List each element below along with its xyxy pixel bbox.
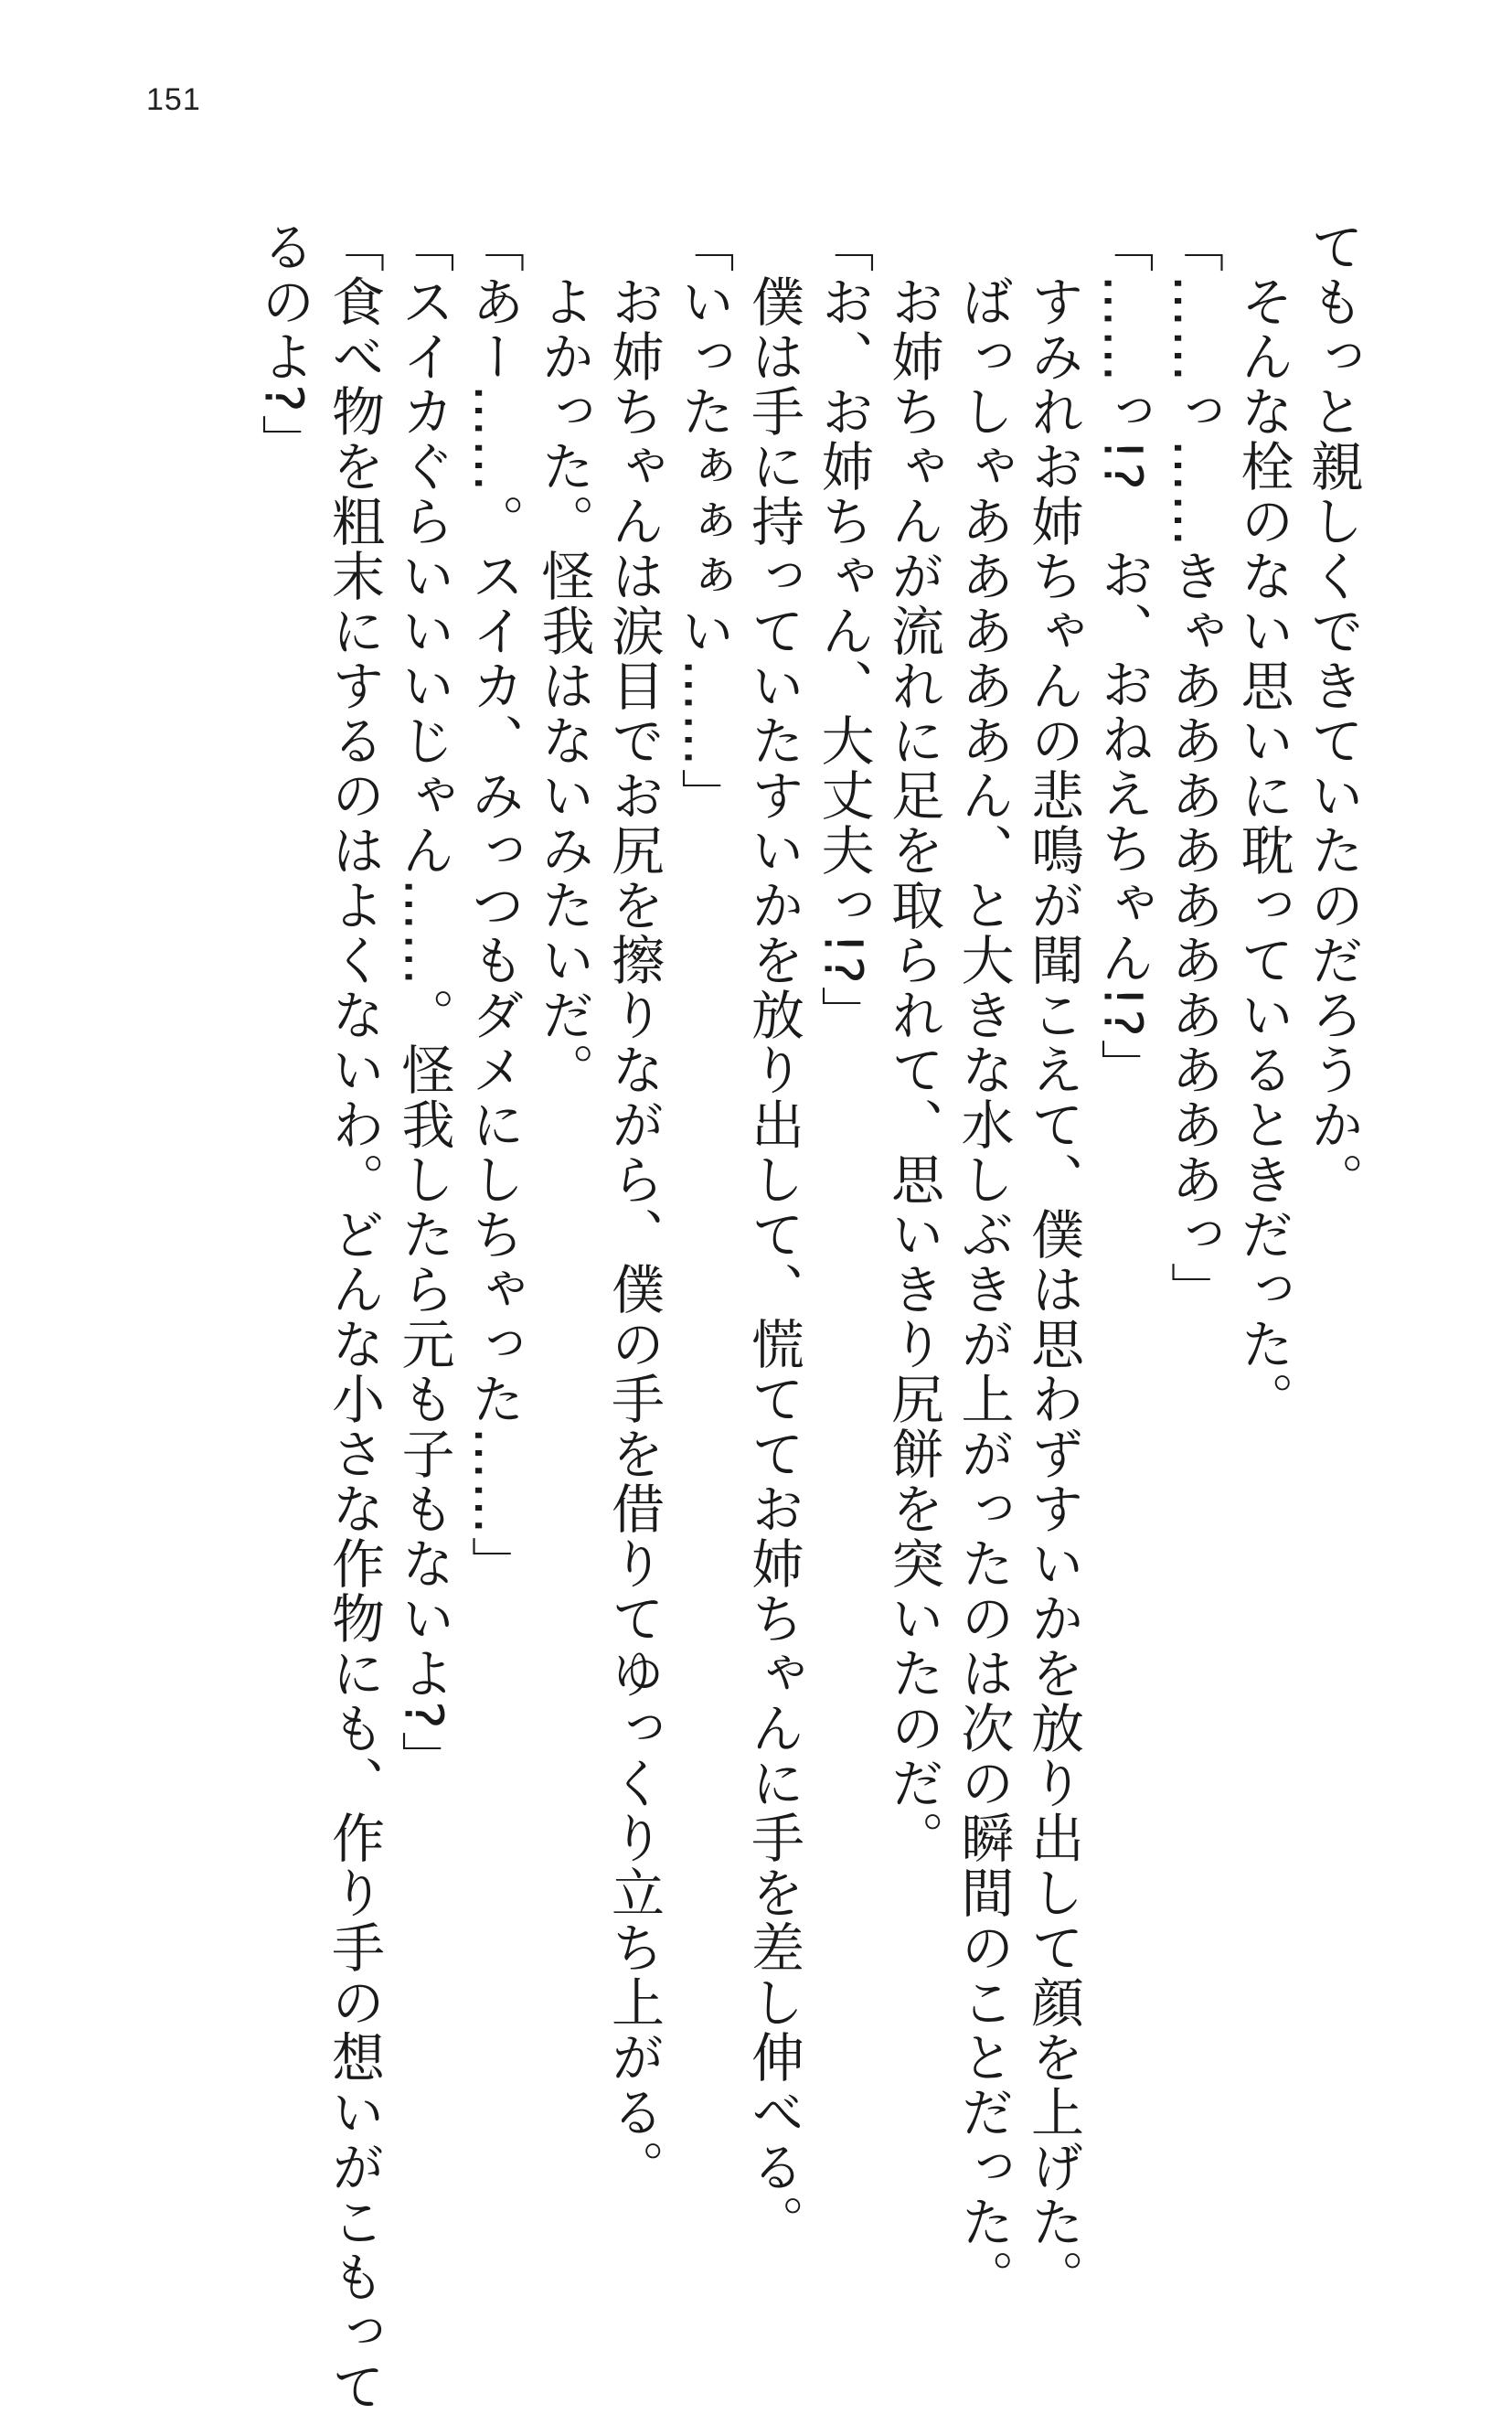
text-line: よかった。怪我はないみたいだ。 bbox=[532, 219, 595, 1097]
body-text bbox=[249, 219, 1368, 2414]
text-line: お姉ちゃんが流れに足を取られて、思いきり尻餅を突いたのだ。 bbox=[882, 219, 944, 1865]
text-line: 「あー……。スイカ、みっつもダメにしちゃった……」 bbox=[463, 219, 525, 1591]
page-number: 151 bbox=[146, 82, 201, 117]
text-line: てもっと親しくできていたのだろうか。 bbox=[1302, 219, 1364, 1207]
text-line: すみれお姉ちゃんの悲鳴が聞こえて、僕は思わずすいかを放り出して顔を上げた。 bbox=[1022, 219, 1084, 2304]
text-line: 「……っ……きゃああああああああああっ」 bbox=[1162, 219, 1224, 1317]
text-line: そんな栓のない思いに耽っているときだった。 bbox=[1231, 219, 1294, 1426]
text-line: お姉ちゃんは涙目でお尻を擦りながら、僕の手を借りてゆっくり立ち上がる。 bbox=[602, 219, 665, 2195]
text-line: 「食べ物を粗末にするのはよくないわ。どんな小さな作物にも、作り手の想いがこもって bbox=[323, 219, 385, 2414]
text-line: 「いったぁぁぁい……」 bbox=[672, 219, 735, 823]
text-line: 「スイカぐらいいいじゃん……。怪我したら元も子もないよ?」 bbox=[392, 219, 455, 1786]
text-line: 僕は手に持っていたすいかを放り出して、慌ててお姉ちゃんに手を差し伸べる。 bbox=[742, 219, 804, 2249]
text-line: 「……っ!? お、おねえちゃん!?」 bbox=[1091, 219, 1155, 1095]
text-line: ばっしゃあああああん、と大きな水しぶきが上がったのは次の瞬間のことだった。 bbox=[952, 219, 1015, 2304]
text-line: るのよ?」 bbox=[252, 219, 315, 469]
text-line: 「お、お姉ちゃん、大丈夫っ!?」 bbox=[812, 219, 875, 1041]
